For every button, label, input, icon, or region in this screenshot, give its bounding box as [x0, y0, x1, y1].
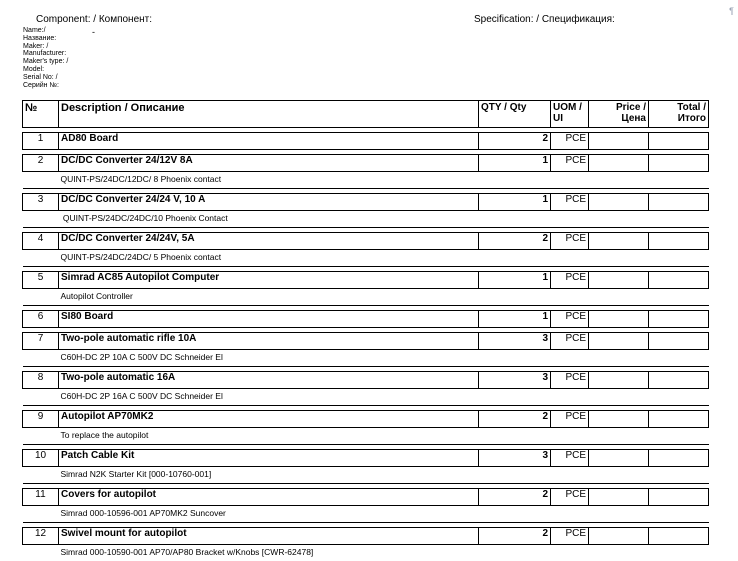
row-qty: 3	[479, 333, 551, 350]
row-number: 12	[23, 528, 59, 545]
row-qty: 1	[479, 311, 551, 328]
row-price	[589, 450, 649, 467]
field-serial-en: Serial No: /	[23, 74, 68, 82]
row-uom: PCE	[551, 372, 589, 389]
row-total	[649, 489, 709, 506]
field-name-en: Name:/	[23, 27, 68, 35]
table-row	[23, 333, 709, 350]
row-number: 4	[23, 233, 59, 250]
row-subdescription: Simrad N2K Starter Kit [000-10760-001]	[59, 467, 709, 484]
table-subrow	[23, 545, 709, 561]
row-qty: 2	[479, 411, 551, 428]
row-number: 11	[23, 489, 59, 506]
field-manufacturer: Manufacturer:	[23, 50, 68, 58]
table-subrow	[23, 350, 709, 367]
row-subdescription: Autopilot Controller	[59, 289, 709, 306]
field-maker-en: Maker: /	[23, 43, 68, 51]
row-number: 5	[23, 272, 59, 289]
row-price	[589, 233, 649, 250]
row-subdescription: C60H-DC 2P 16A C 500V DC Schneider El	[59, 389, 709, 406]
table-subrow	[23, 506, 709, 523]
table-subrow	[23, 467, 709, 484]
table-subrow	[23, 428, 709, 445]
row-qty: 2	[479, 528, 551, 545]
subrow-spacer	[23, 289, 59, 306]
row-total	[649, 233, 709, 250]
col-header-uom: UOM / UI	[551, 101, 589, 128]
field-serial-ru: Серийн №:	[23, 82, 68, 90]
col-header-total: Total / Итого	[649, 101, 709, 128]
field-name-ru: Название:	[23, 35, 68, 43]
header-fields	[23, 27, 68, 89]
row-price	[589, 333, 649, 350]
subrow-spacer	[23, 467, 59, 484]
row-price	[589, 489, 649, 506]
row-description: Patch Cable Kit	[59, 450, 479, 467]
col-header-no: №	[23, 101, 59, 128]
row-total	[649, 133, 709, 150]
field-model: Model:	[23, 66, 68, 74]
table-row	[23, 372, 709, 389]
row-number: 8	[23, 372, 59, 389]
row-description: Two-pole automatic 16A	[59, 372, 479, 389]
row-description: DC/DC Converter 24/24 V, 10 A	[59, 194, 479, 211]
table-subrow	[23, 211, 709, 228]
row-uom: PCE	[551, 233, 589, 250]
row-uom: PCE	[551, 311, 589, 328]
row-total	[649, 528, 709, 545]
subrow-spacer	[23, 545, 59, 561]
row-uom: PCE	[551, 194, 589, 211]
table-row	[23, 450, 709, 467]
specification-label: Specification: / Спецификация:	[474, 14, 615, 25]
row-description: Two-pole automatic rifle 10A	[59, 333, 479, 350]
row-price	[589, 372, 649, 389]
table-subrow	[23, 289, 709, 306]
row-number: 3	[23, 194, 59, 211]
row-uom: PCE	[551, 155, 589, 172]
row-description: SI80 Board	[59, 311, 479, 328]
row-price	[589, 528, 649, 545]
field-maker-type: Maker's type: /	[23, 58, 68, 66]
table-row	[23, 194, 709, 211]
row-price	[589, 311, 649, 328]
table-subrow	[23, 250, 709, 267]
row-subdescription: QUINT-PS/24DC/12DC/ 8 Phoenix contact	[59, 172, 709, 189]
table-header-row	[23, 101, 709, 128]
row-subdescription: Simrad 000-10590-001 AP70/AP80 Bracket w/Knobs [CWR-62478]	[59, 545, 709, 561]
table-subrow	[23, 172, 709, 189]
row-qty: 1	[479, 194, 551, 211]
row-number: 2	[23, 155, 59, 172]
row-description: Autopilot AP70MK2	[59, 411, 479, 428]
row-number: 7	[23, 333, 59, 350]
row-number: 10	[23, 450, 59, 467]
subrow-spacer	[23, 428, 59, 445]
row-description: DC/DC Converter 24/24V, 5A	[59, 233, 479, 250]
row-description: DC/DC Converter 24/12V 8A	[59, 155, 479, 172]
subrow-spacer	[23, 211, 59, 228]
row-subdescription: Simrad 000-10596-001 AP70MK2 Suncover	[59, 506, 709, 523]
row-total	[649, 311, 709, 328]
row-price	[589, 272, 649, 289]
table-row	[23, 133, 709, 150]
row-description: Covers for autopilot	[59, 489, 479, 506]
subrow-spacer	[23, 389, 59, 406]
row-subdescription: C60H-DC 2P 10A C 500V DC Schneider El	[59, 350, 709, 367]
component-value-dash: -	[92, 27, 95, 37]
table-row	[23, 528, 709, 545]
row-description: Simrad AC85 Autopilot Computer	[59, 272, 479, 289]
row-qty: 1	[479, 272, 551, 289]
row-subdescription: QUINT-PS/24DC/24DC/ 5 Phoenix contact	[59, 250, 709, 267]
subrow-spacer	[23, 350, 59, 367]
row-description: AD80 Board	[59, 133, 479, 150]
row-total	[649, 155, 709, 172]
row-subdescription: To replace the autopilot	[59, 428, 709, 445]
table-row	[23, 411, 709, 428]
row-qty: 2	[479, 133, 551, 150]
subrow-spacer	[23, 250, 59, 267]
row-uom: PCE	[551, 272, 589, 289]
subrow-spacer	[23, 506, 59, 523]
subrow-spacer	[23, 172, 59, 189]
table-row	[23, 311, 709, 328]
col-header-description: Description / Описание	[59, 101, 479, 128]
row-qty: 2	[479, 489, 551, 506]
table-row	[23, 272, 709, 289]
col-header-qty: QTY / Qty	[479, 101, 551, 128]
row-uom: PCE	[551, 411, 589, 428]
specification-table	[22, 100, 709, 561]
row-qty: 1	[479, 155, 551, 172]
row-number: 9	[23, 411, 59, 428]
row-subdescription: QUINT-PS/24DC/24DC/10 Phoenix Contact	[59, 211, 709, 228]
row-qty: 2	[479, 233, 551, 250]
row-price	[589, 411, 649, 428]
row-uom: PCE	[551, 528, 589, 545]
row-number: 1	[23, 133, 59, 150]
row-total	[649, 272, 709, 289]
row-description: Swivel mount for autopilot	[59, 528, 479, 545]
row-total	[649, 450, 709, 467]
row-total	[649, 333, 709, 350]
row-total	[649, 194, 709, 211]
component-label: Component: / Компонент:	[36, 14, 152, 25]
table-subrow	[23, 389, 709, 406]
row-price	[589, 133, 649, 150]
row-qty: 3	[479, 372, 551, 389]
row-uom: PCE	[551, 333, 589, 350]
row-uom: PCE	[551, 133, 589, 150]
row-uom: PCE	[551, 450, 589, 467]
table-row	[23, 489, 709, 506]
row-price	[589, 194, 649, 211]
row-total	[649, 411, 709, 428]
paragraph-mark: ¶	[729, 6, 734, 16]
row-total	[649, 372, 709, 389]
row-number: 6	[23, 311, 59, 328]
table-row	[23, 233, 709, 250]
row-qty: 3	[479, 450, 551, 467]
row-uom: PCE	[551, 489, 589, 506]
table-row	[23, 155, 709, 172]
row-price	[589, 155, 649, 172]
col-header-price: Price / Цена	[589, 101, 649, 128]
